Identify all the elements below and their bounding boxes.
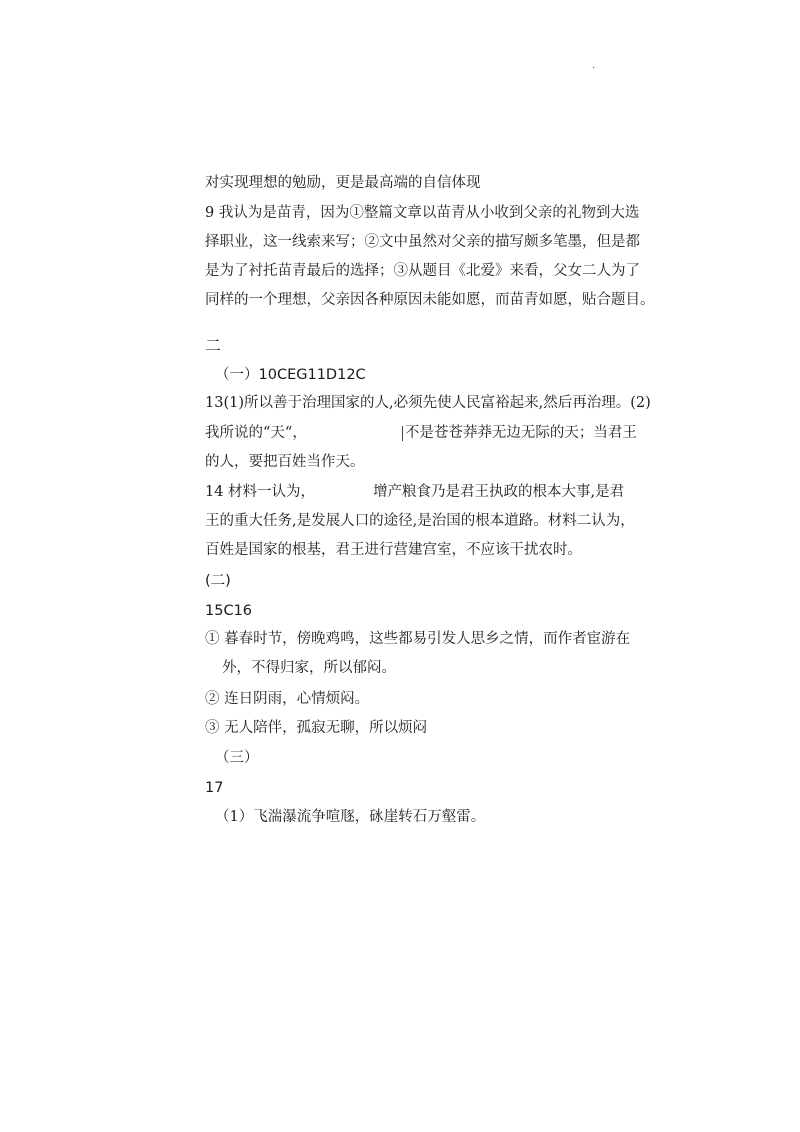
corner-mark: . xyxy=(592,60,596,71)
answer-14-line-1-left: 14 材料一认为， xyxy=(205,484,316,500)
answer-16-point-3: ③ 无人陪伴，孤寂无聊，所以烦闷 xyxy=(205,720,428,736)
answer-14-line-3: 百姓是国家的根基，君王进行营建宫室，不应该干扰农时。 xyxy=(205,542,582,558)
answer-9-line-1: 9 我认为是苗青，因为①整篇文章以苗青从小收到父亲的礼物到大选 xyxy=(205,205,640,221)
answer-16-point-1-line-1: ① 暮春时节，傍晚鸡鸣，这些都易引发人思乡之情，而作者宦游在 xyxy=(205,631,631,647)
section-heading-2: 二 xyxy=(205,336,222,355)
blank-marker xyxy=(402,426,403,441)
answer-13-line-3: 的人，要把百姓当作天。 xyxy=(205,454,365,470)
answer-line-1: 对实现理想的勉励，更是最高端的自信体现 xyxy=(205,175,481,191)
answer-14-line-2: 王的重大任务,是发展人口的途径,是治国的根本道路。材料二认为， xyxy=(205,513,635,529)
subsection-1-answers: （一）10CEG11D12C xyxy=(215,367,366,383)
subsection-3-heading: （三） xyxy=(215,750,259,766)
answer-16-point-2: ② 连日阴雨，心情烦闷。 xyxy=(205,691,370,707)
answer-13-line-2-left: 我所说的“天“， xyxy=(205,425,307,441)
answer-9-line-3: 是为了衬托苗青最后的选择；③从题目《北爱》来看，父女二人为了 xyxy=(205,263,640,279)
answer-17-line-1: （1）飞湍瀑流争喧豗，砯崖转石万壑雷。 xyxy=(215,809,486,825)
answer-14-line-1-right: 增产粮食乃是君王执政的根本大事,是君 xyxy=(373,484,625,500)
answer-9-line-2: 择职业，这一线索来写；②文中虽然对父亲的描写颇多笔墨，但是都 xyxy=(205,234,640,250)
answer-9-line-4: 同样的一个理想，父亲因各种原因未能如愿，而苗青如愿，贴合题目。 xyxy=(205,292,655,308)
answer-16-point-1-line-2: 外，不得归家，所以郁闷。 xyxy=(222,660,396,676)
subsection-2-heading: (二) xyxy=(205,573,231,589)
answer-13-line-2 xyxy=(205,424,637,442)
answer-14-line-1 xyxy=(205,483,624,501)
question-17-number: 17 xyxy=(205,780,224,796)
answer-15-16: 15C16 xyxy=(205,603,253,619)
answer-13-line-2-right: 不是苍苍莽莽无边无际的天；当君王 xyxy=(404,425,637,441)
answer-13-line-1: 13(1)所以善于治理国家的人,必须先使人民富裕起来,然后再治理。(2) xyxy=(205,395,651,411)
